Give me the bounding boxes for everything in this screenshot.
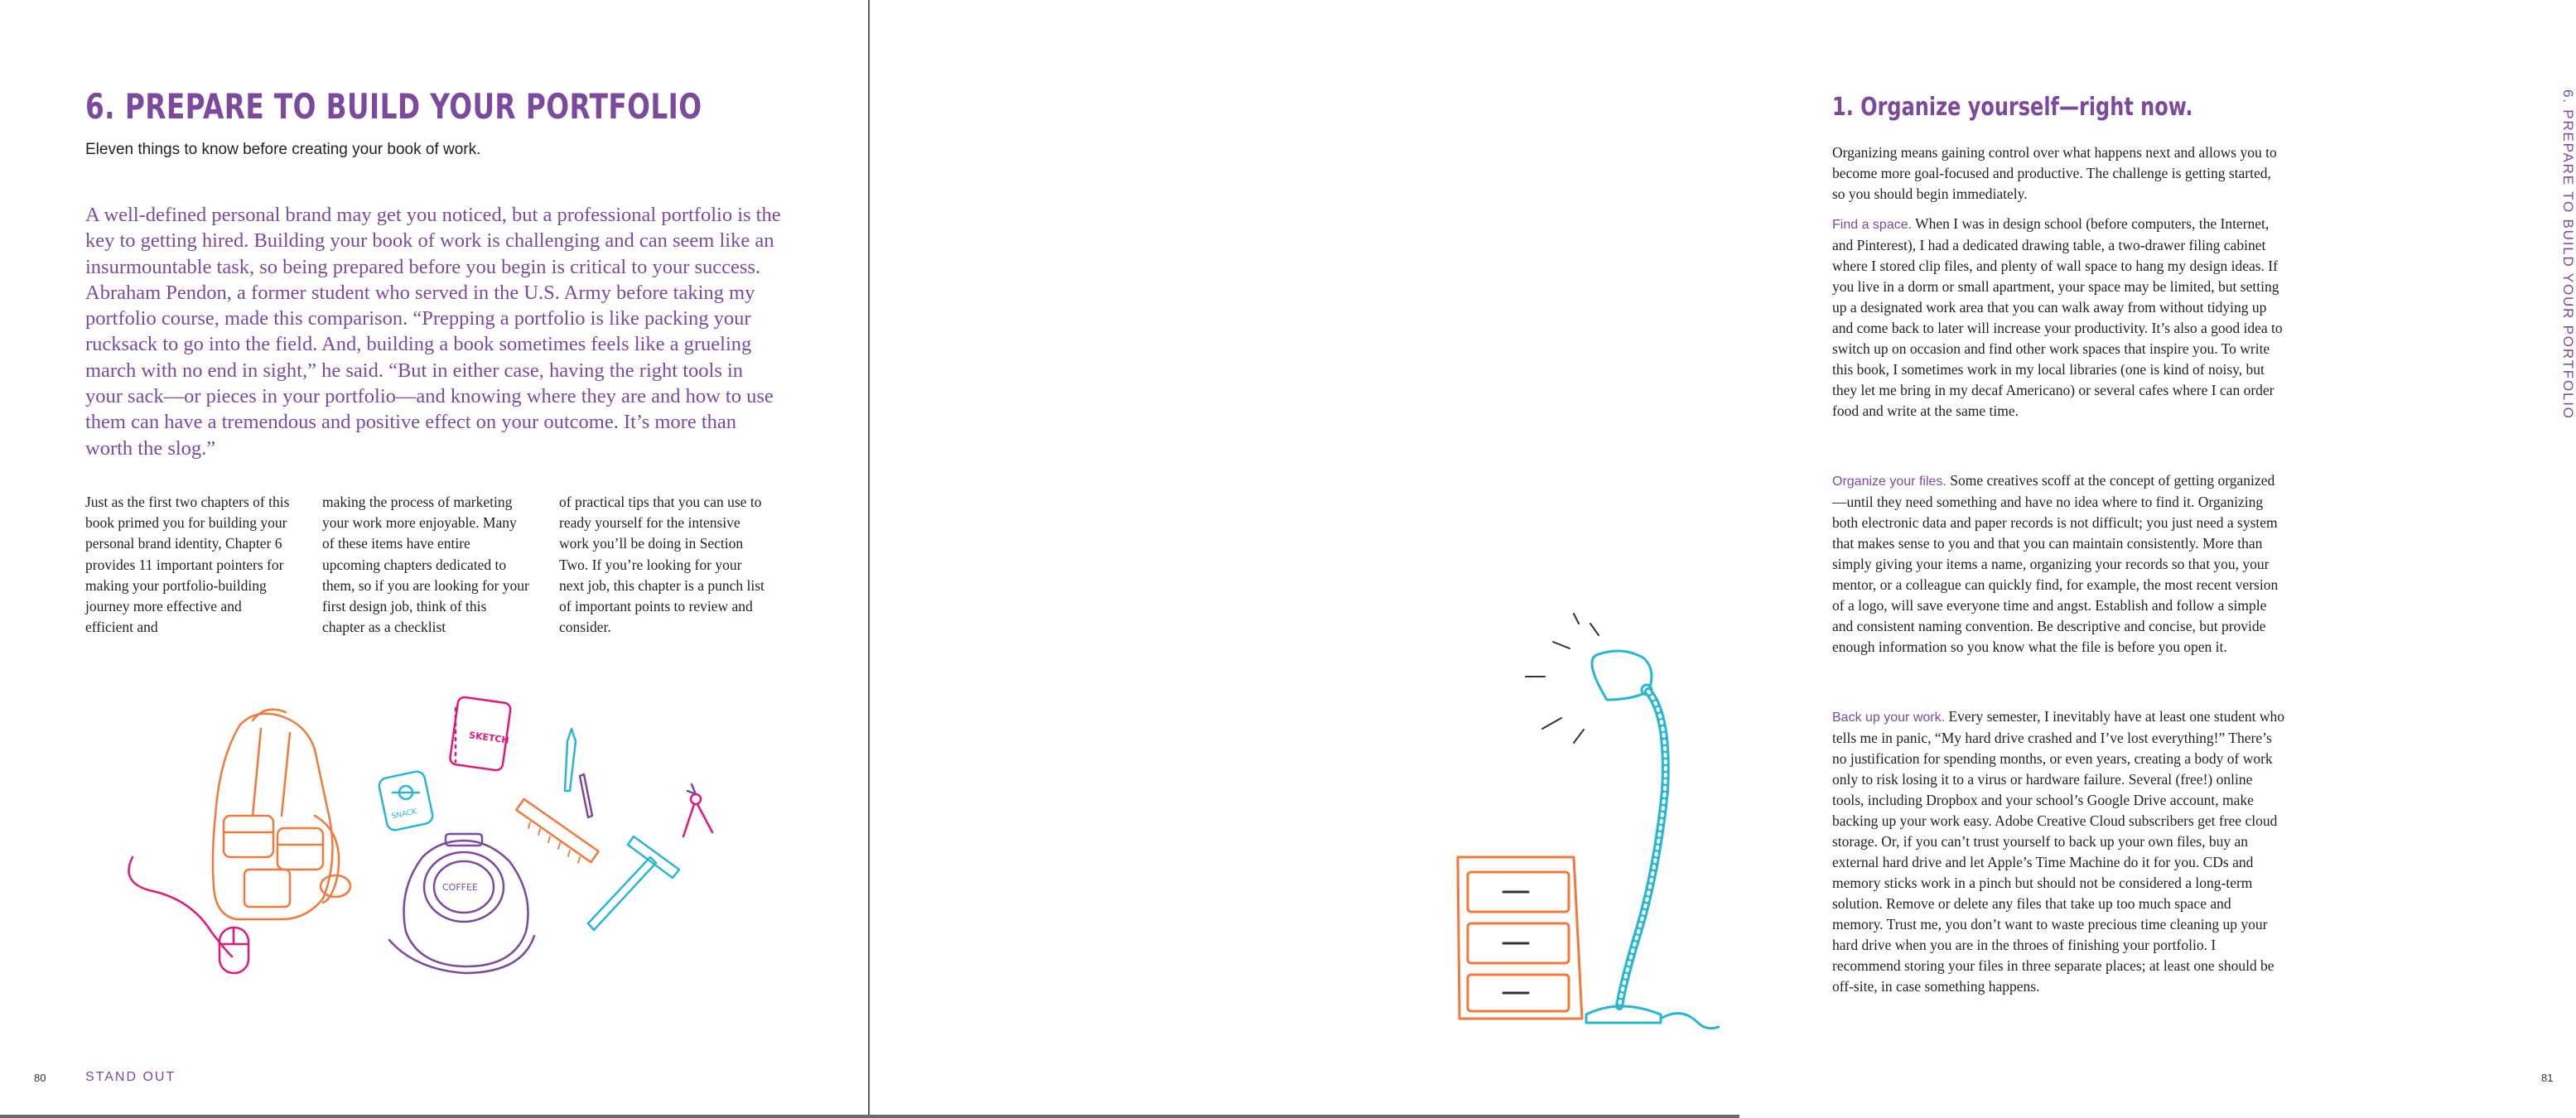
lamp-illustration — [1586, 651, 1719, 1029]
chapter-subtitle: Eleven things to know before creating your book of work. — [85, 141, 481, 158]
sketchbook-illustration — [449, 696, 511, 771]
coffee-label: COFFEE — [442, 882, 478, 893]
text-find-a-space: When I was in design school (before computers, the Internet, and Pinterest), I had a dedicated drawing table, a two-drawer filing cabinet where I stored clip files, and plenty of wall space to hang my design ideas. If you live in a dorm or small apartment, your space may be limited, but setting up a designated work area that you can walk away from without tidying up and come back to later will increase your productivity. It’s also a good idea to switch up on occasion and find other work spaces that inspire you. To write this book, I sometimes work in my local libraries (one is kind of noisy, but they let me bring in my decaf Americano) or several cafes where I can order food and write at the same time. — [1832, 215, 2283, 419]
paragraph-organize-files — [1832, 470, 2284, 658]
right-page-number: 81 — [2541, 1072, 2554, 1084]
paragraph-back-up-work — [1832, 706, 2284, 997]
sketchbook-label: SKETCH — [468, 730, 510, 746]
compass-illustration — [683, 784, 712, 836]
intro-column-2: making the process of marketing your work more enjoyable. Many of these items have entire upcoming chapters dedicated to them, so if you are looking for your first design job, think of this chapter as a checklist — [322, 494, 529, 636]
backpack-illustration — [213, 710, 350, 919]
text-organize-files: Some creatives scoff at the concept of getting organized—until they need something and have no idea where to find it. Organizing both electronic data and paper records is not difficult; you just need a system that makes sense to you and that you can maintain consistently. More than simply giving your items a name, organizing your records so that you, your mentor, or a colleague can quickly find, for example, the most recent version of a logo, will save everyone time and angst. Establish and follow a simple and consistent naming convention. Be descriptive and concise, but provide enough information so you know what the file is before you open it. — [1832, 472, 2279, 655]
snack-tin-illustration — [378, 770, 434, 831]
running-title-vertical: 6. PREPARE TO BUILD YOUR PORTFOLIO — [2560, 89, 2576, 420]
lead-organize-files: Organize your files. — [1832, 475, 1946, 489]
coffee-thermos-illustration — [389, 834, 534, 973]
left-page — [0, 0, 870, 1118]
text-back-up-work: Every semester, I inevitably have at least one student who tells me in panic, “My hard drive crashed and I’ve lost everything!” There’s no justification for spending months, or even years, creating a body of work only to risk losing it to a virus or hardware failure. Several (free!) online tools, including Dropbox and your school’s Google Drive account, make backing up your work easy. Adobe Creative Cloud subscribers get free cloud storage. Or, if you can’t trust yourself to back up your own files, buy an external hard drive and let Apple’s Time Machine do it for you. CDs and memory sticks work in a pinch but should not be considered a long-term solution. Remove or delete any files that take up too much space and memory. Trust me, you don’t want to waste precious time cleaning up your hard drive when you are in the throes of finishing your portfolio. I recommend storing your files in three separate places; at least one should be off-site, in case something happens. — [1832, 708, 2284, 995]
t-square-illustration — [588, 836, 679, 930]
section-intro: Organizing means gaining control over what happens next and allows you to become more goal-focused and productive. The challenge is getting started, so you should begin immediately. — [1832, 144, 2277, 202]
lead-find-a-space: Find a space. — [1832, 218, 1913, 232]
left-page-number: 80 — [34, 1072, 46, 1084]
supplies-illustration — [116, 692, 745, 1023]
chapter-title: 6. PREPARE TO BUILD YOUR PORTFOLIO — [85, 86, 702, 127]
page-bottom-edge — [0, 1115, 1739, 1118]
section-heading: 1. Organize yourself—right now. — [1832, 93, 2193, 122]
paragraph-find-a-space — [1832, 214, 2284, 422]
pen-illustration — [565, 729, 592, 817]
light-rays-icon — [1526, 614, 1599, 743]
snack-label: SNACK — [390, 807, 418, 822]
intro-column-1: Just as the first two chapters of this book primed you for building your personal brand identity, Chapter 6 provides 11 important pointers for making your portfolio-building journey more effective and efficient and — [85, 494, 290, 636]
desk-lamp-and-cabinet-illustration — [1507, 609, 1723, 1039]
book-title-footer: STAND OUT — [85, 1070, 176, 1084]
mouse-illustration — [129, 857, 249, 973]
intro-column-3: of practical tips that you can use to ready yourself for the intensive work you’ll be doing in Section Two. If you’re looking for your next job, this chapter is a punch list of important points to review and consider. — [559, 494, 765, 636]
lead-back-up-work: Back up your work. — [1832, 711, 1946, 725]
intro-paragraph: A well-defined personal brand may get you noticed, but a professional portfolio is the key to getting hired. Building your book of work is challenging and can seem like an insurmountable task, so being prepared before you begin is critical to your success. Abraham Pendon, a former student who served in the U.S. Army before taking my portfolio course, made this comparison. “Prepping a portfolio is like packing your rucksack to go into the field. And, building a book sometimes feels like a grueling march with no end in sight,” he said. “But in either case, having the right tools in your sack—or pieces in your portfolio—and knowing where they are and how to use them can have a tremendous and positive effect on your outcome. It’s more than worth the slog.” — [85, 204, 781, 460]
